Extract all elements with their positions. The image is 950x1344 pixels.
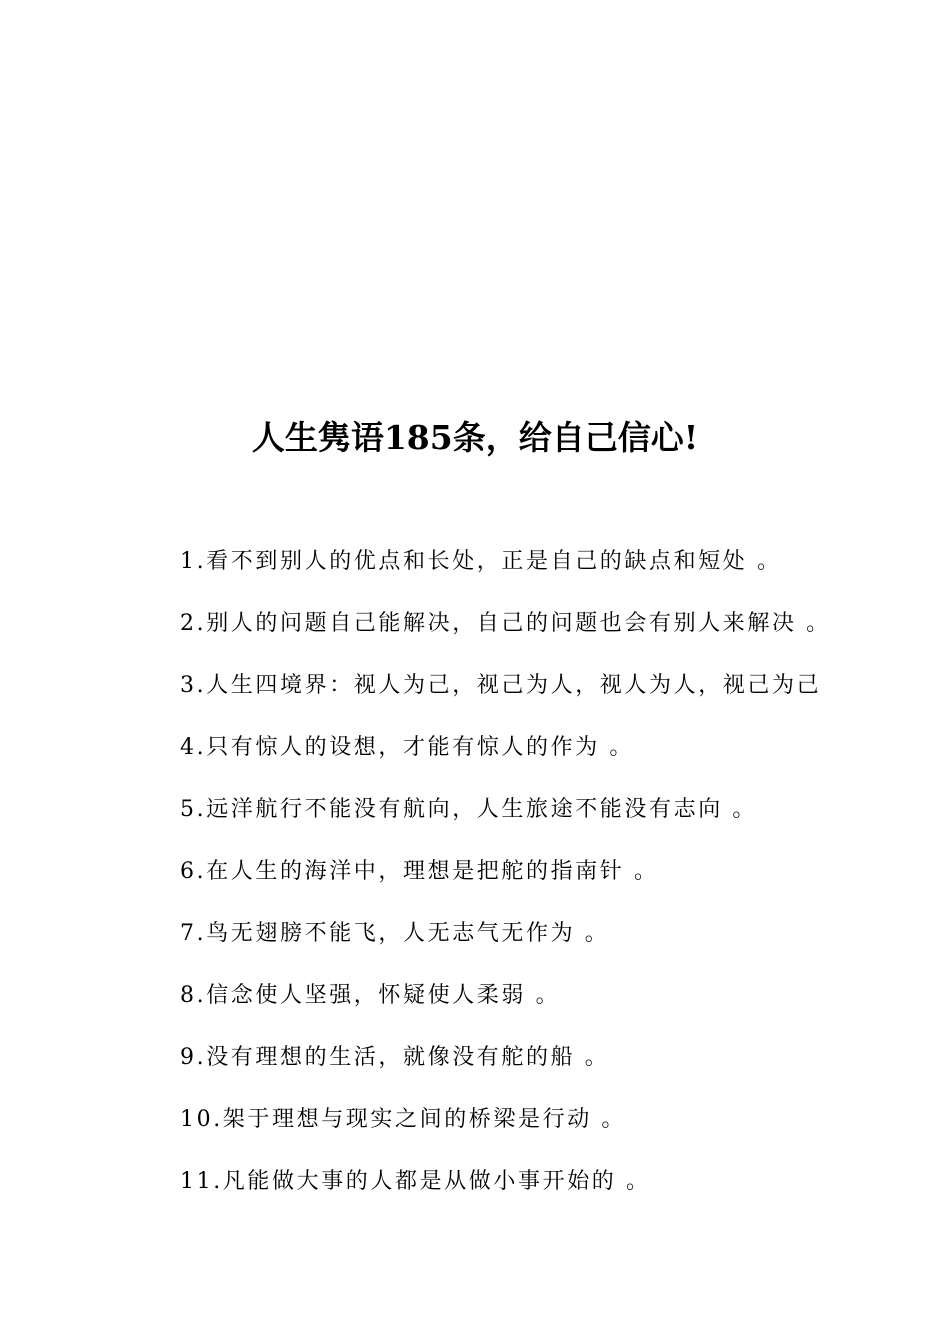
quote-item: 8.信念使人坚强，怀疑使人柔弱 。 [180, 983, 561, 1008]
quote-item: 6.在人生的海洋中，理想是把舵的指南针 。 [180, 859, 659, 884]
quote-item: 2.别人的问题自己能解决，自己的问题也会有别人来解决 。 [180, 611, 831, 636]
quote-item: 9.没有理想的生活，就像没有舵的船 。 [180, 1045, 610, 1070]
quote-list [180, 540, 940, 1222]
quote-item: 11.凡能做大事的人都是从做小事开始的 。 [180, 1169, 651, 1194]
quote-item: 7.鸟无翅膀不能飞，人无志气无作为 。 [180, 921, 610, 946]
quote-item: 5.远洋航行不能没有航向，人生旅途不能没有志向 。 [180, 797, 757, 822]
quote-item: 4.只有惊人的设想，才能有惊人的作为 。 [180, 735, 634, 760]
quote-item: 1.看不到别人的优点和长处，正是自己的缺点和短处 。 [180, 549, 782, 574]
quote-item: 3.人生四境界：视人为己，视己为人，视人为人，视己为己 [180, 673, 822, 698]
document-title: 人生隽语185条，给自己信心! [251, 418, 699, 457]
quote-item: 10.架于理想与现实之间的桥梁是行动 。 [180, 1107, 626, 1132]
